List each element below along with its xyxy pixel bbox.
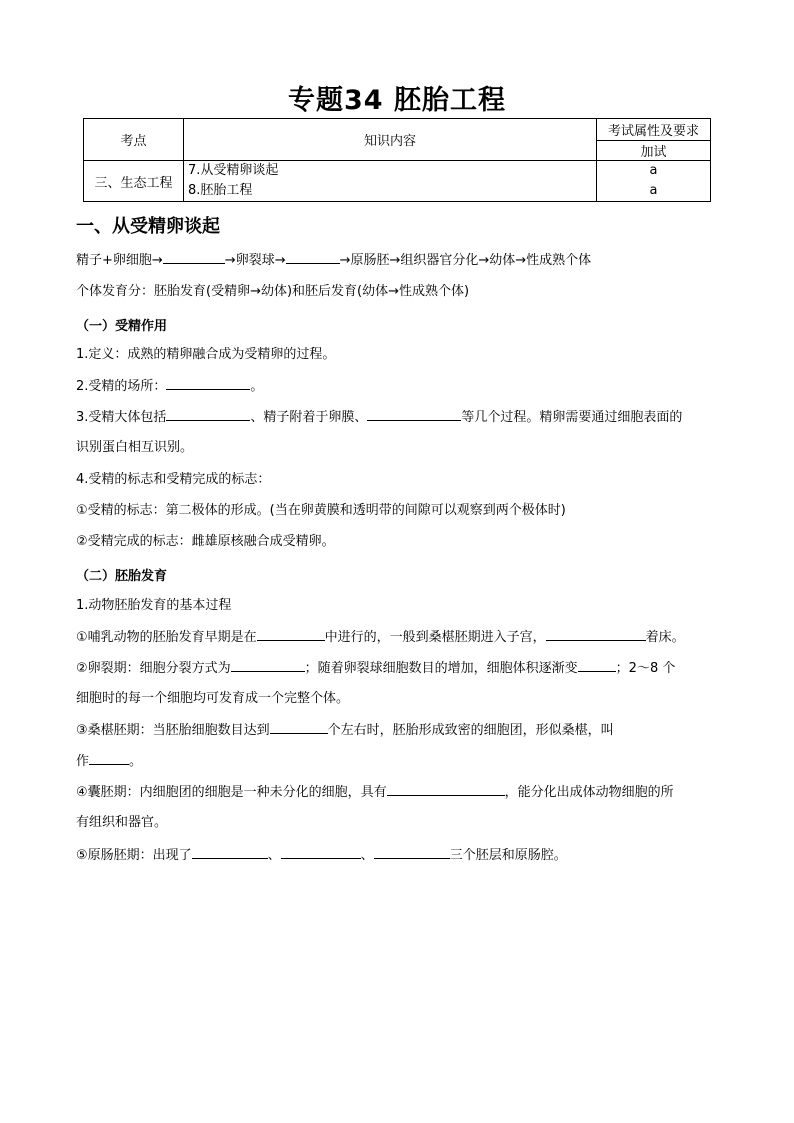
col-header-neirong: 知识内容 [184,119,597,161]
page-title: 专题34 胚胎工程 [288,85,506,116]
fill-blank [192,846,268,859]
text: ①哺乳动物的胚胎发育早期是在 [76,630,257,645]
col-header-jiashi: 加试 [597,141,711,161]
text: ；2～8 个 [615,661,676,676]
marks-title: 4.受精的标志和受精完成的标志： [76,472,271,487]
text: ；随着卵裂球细胞数目的增加，细胞体积逐渐变 [304,661,578,676]
text: 个左右时，胚胎形成致密的细胞团，形似桑椹，叫 [327,723,614,738]
place-line [76,377,726,396]
row-req-2: a [649,183,658,198]
process-line [76,251,726,270]
fill-blank [286,251,340,264]
stage-2 [76,659,726,678]
fill-blank [270,721,328,734]
fill-blank [257,628,325,641]
fill-blank [231,659,305,672]
text: ②卵裂期：细胞分裂方式为 [76,661,231,676]
subsection-heading-fertilization: （一）受精作用 [76,319,168,334]
stage-4 [76,783,726,802]
section-heading: 一、从受精卵谈起 [76,216,220,237]
text: →原肠胚→组织器官分化→幼体→性成熟个体 [339,253,592,268]
text: 、 [267,848,281,863]
text: 。 [129,754,143,769]
stage-4-cont: 有组织和器官。 [76,815,168,830]
fill-blank [89,752,129,765]
basic-process-title: 1.动物胚胎发育的基本过程 [76,598,232,613]
fill-blank [546,628,646,641]
text: 三个胚层和原肠腔。 [449,848,567,863]
row-item-1: 7.从受精卵谈起 [188,163,279,178]
fill-blank [166,377,250,390]
text: →卵裂球→ [224,253,286,268]
text: ，能分化出成体动物细胞的所 [504,785,674,800]
text: 作 [76,754,90,769]
text: 着床。 [645,630,685,645]
stage-3 [76,721,726,740]
text: 等几个过程。精卵需要通过细胞表面的 [461,410,683,425]
row-kaodian: 三、生态工程 [84,161,184,202]
stage-3-cont [76,752,726,771]
text: 2.受精的场所： [76,379,167,394]
text: 3.受精大体包括 [76,410,167,425]
fill-blank [578,659,616,672]
col-header-shuxing: 考试属性及要求 [597,119,711,141]
mark-1: ①受精的标志：第二极体的形成。(当在卵黄膜和透明带的间隙可以观察到两个极体时) [76,503,566,518]
mark-2: ②受精完成的标志：雌雄原核融合成受精卵。 [76,534,335,549]
text: 中进行的，一般到桑椹胚期进入子宫， [324,630,546,645]
fill-blank [374,846,450,859]
row-req-1: a [649,163,658,178]
development-line: 个体发育分：胚胎发育(受精卵→幼体)和胚后发育(幼体→性成熟个体) [76,284,470,299]
row-content [184,161,597,202]
col-header-kaodian: 考点 [84,119,184,161]
subsection-heading-embryo: （二）胚胎发育 [76,569,168,584]
syllabus-table [83,118,711,202]
row-item-2: 8.胚胎工程 [188,183,253,198]
fill-blank [387,783,505,796]
fill-blank [367,408,461,421]
definition-line: 1.定义：成熟的精卵融合成为受精卵的过程。 [76,347,336,362]
stage-1 [76,628,726,647]
process-paragraph [76,408,726,427]
process-paragraph-cont: 识别蛋白相互识别。 [76,440,194,455]
text: ③桑椹胚期：当胚胎细胞数目达到 [76,723,270,738]
text: ④囊胚期：内细胞团的细胞是一种未分化的细胞，具有 [76,785,387,800]
stage-2-cont: 细胞时的每一个细胞均可发育成一个完整个体。 [76,691,350,706]
stage-5 [76,846,726,865]
fill-blank [166,408,250,421]
text: 。 [250,379,264,394]
row-requirement [597,161,711,202]
text: 、精子附着于卵膜、 [250,410,368,425]
text: ⑤原肠胚期：出现了 [76,848,192,863]
fill-blank [163,251,225,264]
fill-blank [281,846,361,859]
text: 、 [360,848,374,863]
text: 精子+卵细胞→ [76,253,163,268]
